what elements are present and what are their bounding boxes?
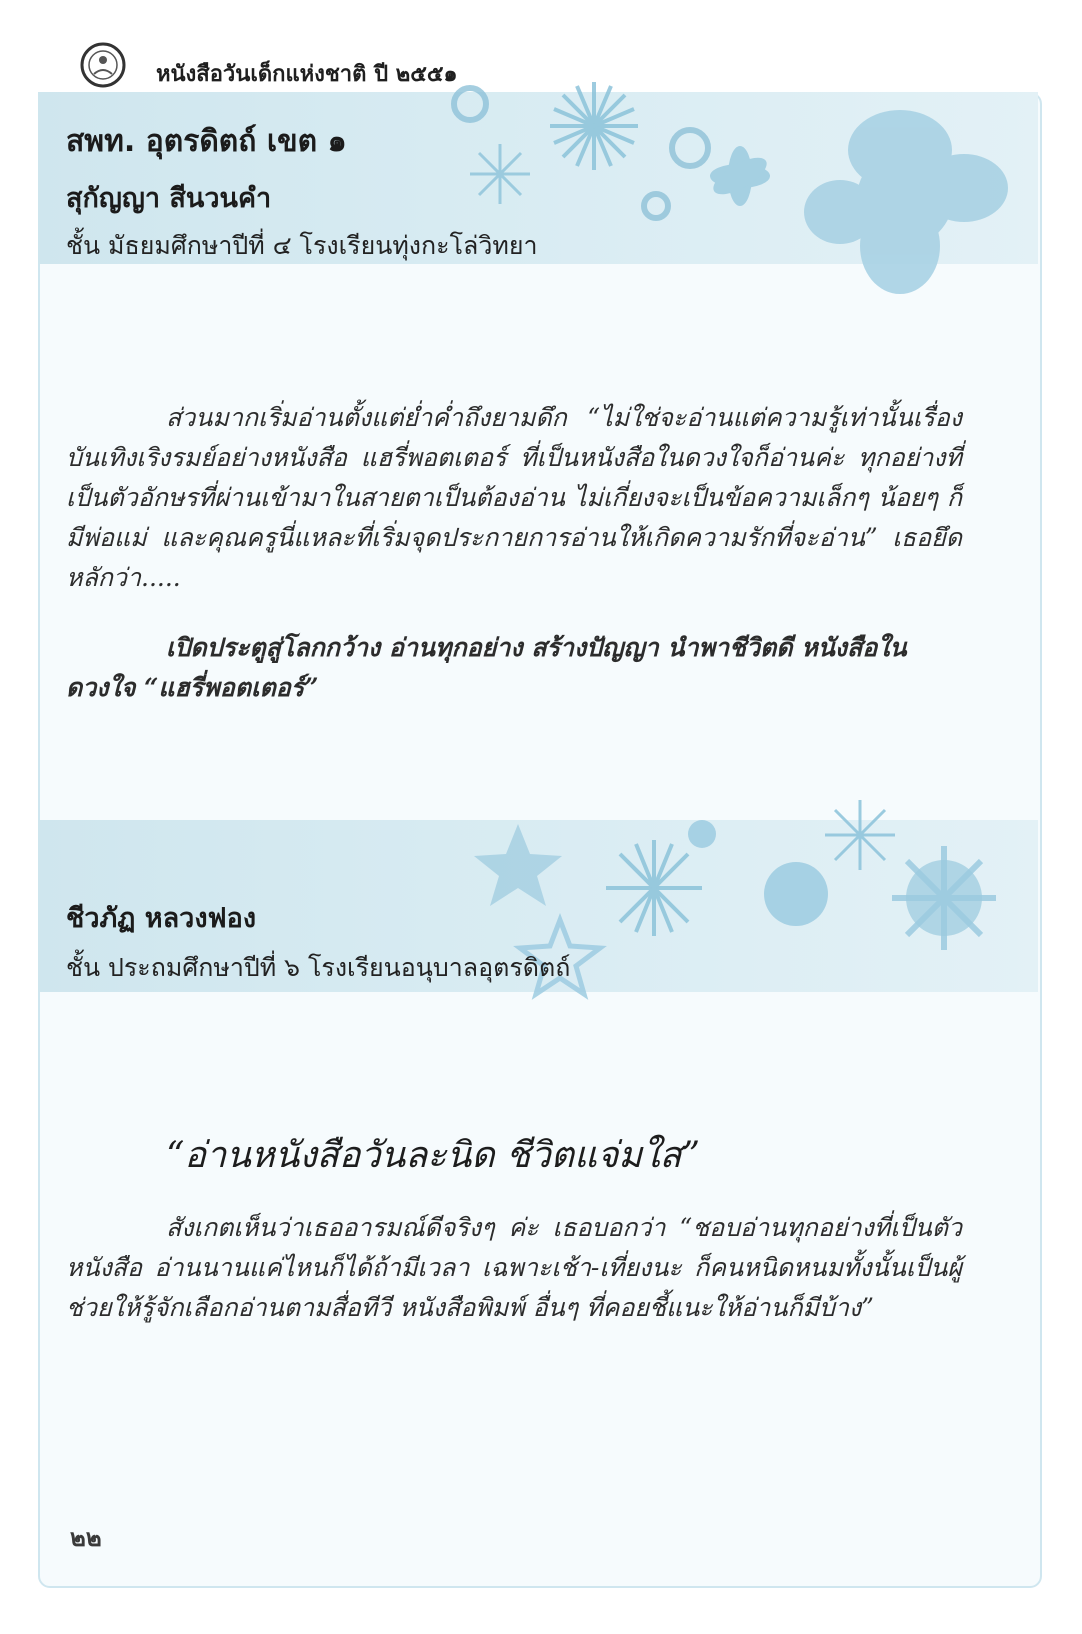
student-name: สุกัญญา สีนวนคำ: [66, 183, 272, 214]
student-class: ชั้น ประถมศึกษาปีที่ ๖ โรงเรียนอนุบาลอุตรดิตถ์: [66, 953, 571, 982]
quote-title: “อ่านหนังสือวันละนิด ชีวิตแจ่มใส”: [166, 1135, 701, 1176]
book-title: หนังสือวันเด็กแห่งชาติ ปี ๒๕๕๑: [156, 62, 458, 87]
emblem-circle-icon: [78, 40, 128, 90]
student-name: ชีวภัฏ หลวงฟอง: [66, 903, 257, 934]
district-heading: สพท. อุตรดิตถ์ เขต ๑: [66, 124, 347, 159]
motto: เปิดประตูสู่โลกกว้าง อ่านทุกอย่าง สร้างปัญญา นำพาชีวิตดี หนังสือในดวงใจ “แฮรี่พอตเตอร์”: [66, 633, 907, 702]
student-class: ชั้น มัธยมศึกษาปีที่ ๔ โรงเรียนทุ่งกะโล่วิทยา: [66, 231, 538, 260]
paragraph: ส่วนมากเริ่มอ่านตั้งแต่ย่ำค่ำถึงยามดึก “ไม่ใช่จะอ่านแต่ความรู้เท่านั้นเรื่องบันเทิงเริงรมย์อย่างหนังสือ แฮรี่พอตเตอร์ ที่เป็นหนังสือในดวงใจก็อ่านค่ะ ทุกอย่างที่เป็นตัวอักษรที่ผ่านเข้ามาในสายตาเป็นต้องอ่าน ไม่เกี่ยงจะเป็นข้อความเล็กๆ น้อยๆ ก็มีพ่อแม่ และคุณครูนี่แหละที่เริ่มจุดประกายการอ่านให้เกิดความรักที่จะอ่าน” เธอยึดหลักว่า.....: [66, 403, 962, 592]
page-number: ๒๒: [70, 1524, 102, 1552]
paragraph: สังเกตเห็นว่าเธออารมณ์ดีจริงๆ ค่ะ เธอบอกว่า “ชอบอ่านทุกอย่างที่เป็นตัวหนังสือ อ่านนานแค่ไหนก็ได้ถ้ามีเวลา เฉพาะเช้า-เที่ยงนะ ก็คนหนิดหนมทั้งนั้นเป็นผู้ช่วยให้รู้จักเลือกอ่านตามสื่อทีวี หนังสือพิมพ์ อื่นๆ ที่คอยชี้แนะให้อ่านก็มีบ้าง”: [66, 1213, 962, 1322]
